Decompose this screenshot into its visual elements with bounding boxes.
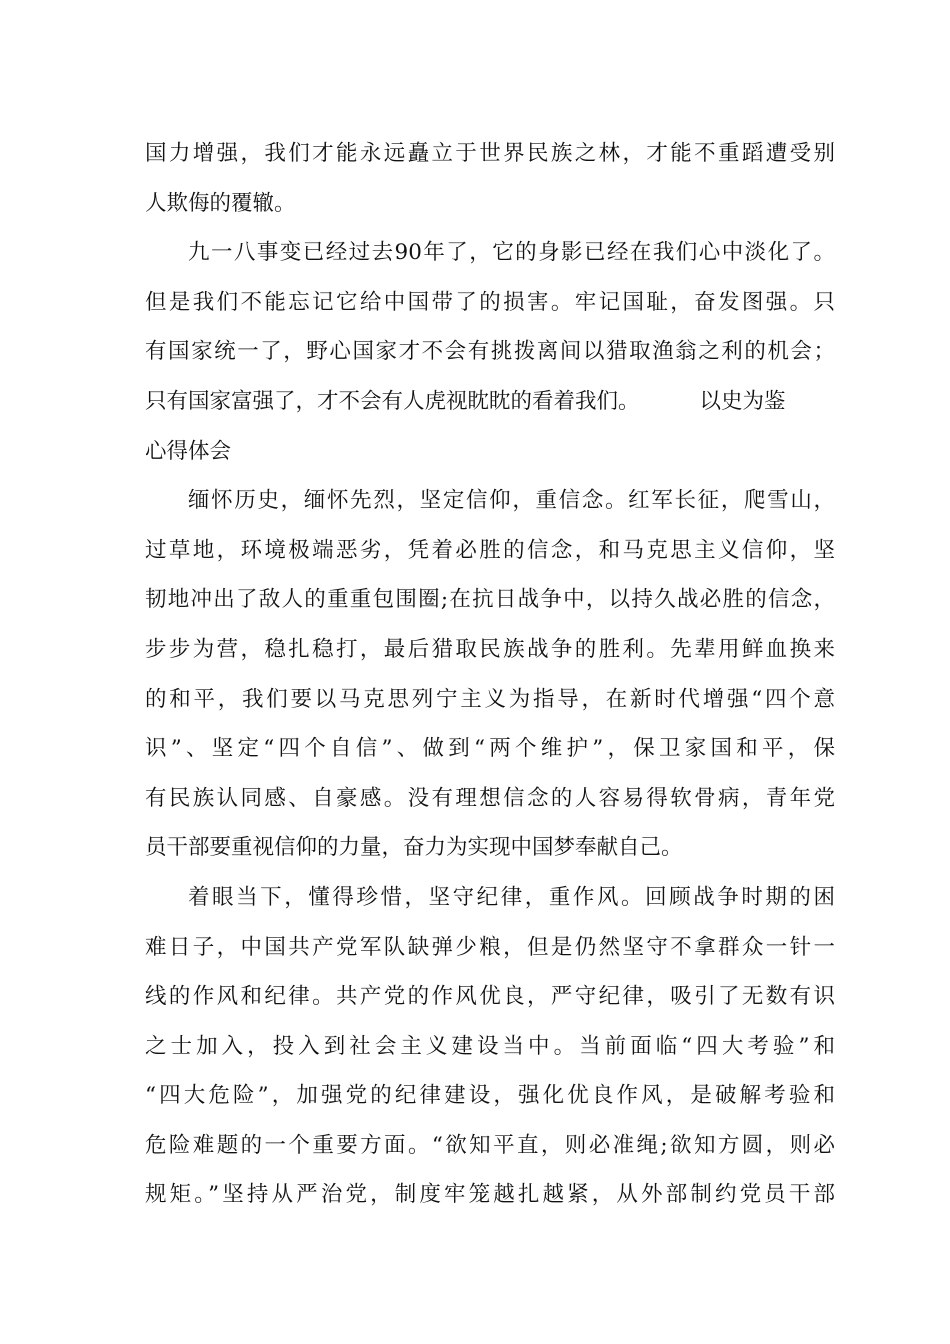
text-line: 危险难题的一个重要方面。“欲知平直，则必准绳;欲知方圆，则必 xyxy=(145,1132,835,1158)
text-line: 之士加入，投入到社会主义建设当中。当前面临“四大考验”和 xyxy=(145,1033,835,1059)
section-heading: 以史为鉴 xyxy=(699,388,786,414)
text-line: 人欺侮的覆辙。 xyxy=(145,190,296,216)
text-line: “四大危险”，加强党的纪律建设，强化优良作风，是破解考验和 xyxy=(145,1083,835,1109)
text-line: 韧地冲出了敌人的重重包围圈;在抗日战争中，以持久战必胜的信念， xyxy=(145,587,835,613)
body-text xyxy=(145,129,835,1220)
text-line: 的和平，我们要以马克思列宁主义为指导，在新时代增强“四个意 xyxy=(145,686,835,712)
text-line: 九一八事变已经过去90年了，它的身影已经在我们心中淡化了。 xyxy=(188,240,835,266)
text-line: 国力增强，我们才能永远矗立于世界民族之林，才能不重蹈遭受别 xyxy=(145,141,835,166)
text-line: 线的作风和纪律。共产党的作风优良，严守纪律，吸引了无数有识 xyxy=(145,984,835,1010)
text-line: 步步为营，稳扎稳打，最后猎取民族战争的胜利。先辈用鲜血换来 xyxy=(145,636,835,662)
section-heading-continued: 心得体会 xyxy=(145,438,232,464)
text-segment: 只有国家富强了，才不会有人虎视眈眈的看着我们。 xyxy=(145,388,640,414)
text-line: 有民族认同感、自豪感。没有理想信念的人容易得软骨病，青年党 xyxy=(145,785,835,811)
text-line: 有国家统一了，野心国家才不会有挑拨离间以猎取渔翁之利的机会； xyxy=(145,339,835,365)
text-line: 但是我们不能忘记它给中国带了的损害。牢记国耻，奋发图强。只 xyxy=(145,289,835,315)
text-line: 着眼当下，懂得珍惜，坚守纪律，重作风。回顾战争时期的困 xyxy=(188,884,835,910)
text-line: 规矩。”坚持从严治党，制度牢笼越扎越紧，从外部制约党员干部 xyxy=(145,1182,835,1208)
text-line: 识”、坚定“四个自信”、做到“两个维护”，保卫家国和平，保 xyxy=(145,736,835,762)
text-line: 缅怀历史，缅怀先烈，坚定信仰，重信念。红军长征，爬雪山， xyxy=(188,488,835,514)
text-line: 过草地，环境极端恶劣，凭着必胜的信念，和马克思主义信仰，坚 xyxy=(145,537,835,563)
text-line: 员干部要重视信仰的力量，奋力为实现中国梦奉献自己。 xyxy=(145,835,683,861)
text-line: 难日子，中国共产党军队缺弹少粮，但是仍然坚守不拿群众一针一 xyxy=(145,934,835,960)
text-line-with-heading xyxy=(145,377,835,427)
